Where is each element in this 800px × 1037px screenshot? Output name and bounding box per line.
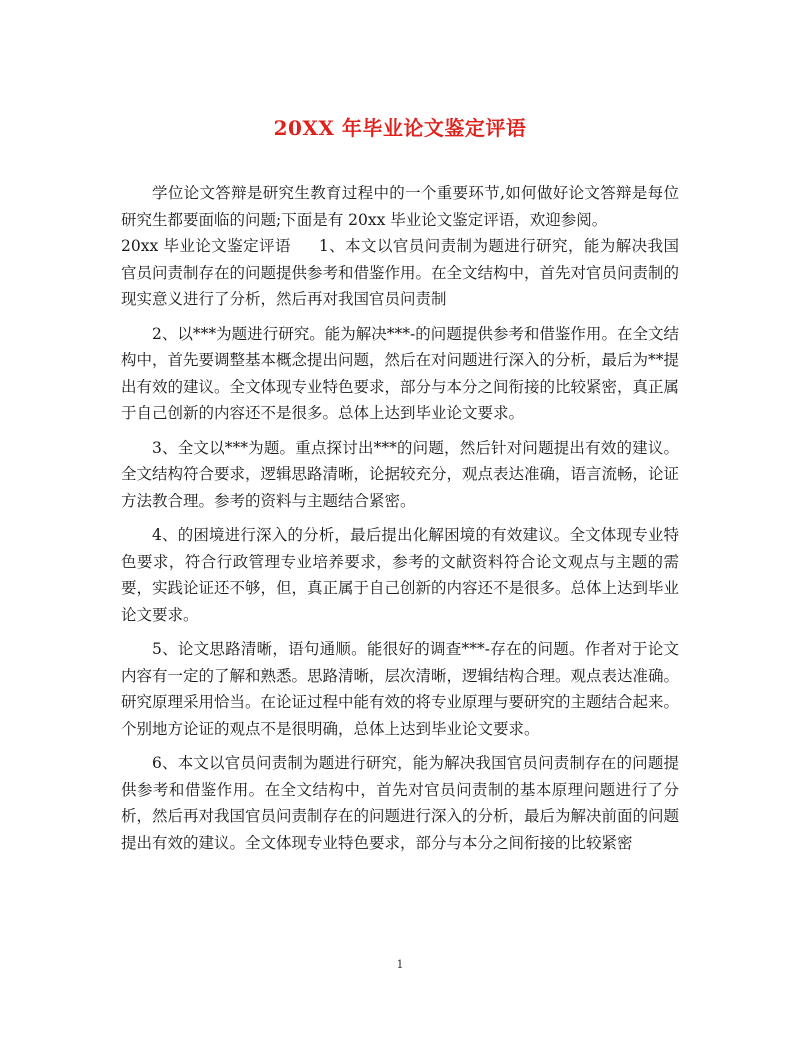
document-title: 20XX 年毕业论文鉴定评语 bbox=[273, 116, 527, 140]
comment-5: 5、论文思路清晰，语句通顺。能很好的调查***-存在的问题。作者对于论文内容有一定的了解和熟悉。思路清晰，层次清晰，逻辑结构合理。观点表达准确。研究原理采用恰当。在论证过程中能有效的将专业原理与要研究的主题结合起来。个别地方论证的观点不是很明确，总体上达到毕业论文要求。 bbox=[121, 640, 680, 738]
heading-paragraph bbox=[121, 233, 679, 313]
comment-2: 2、以***为题进行研究。能为解决***-的问题提供参考和借鉴作用。在全文结构中，首先要调整基本概念提出问题，然后在对问题进行深入的分析，最后为**提出有效的建议。全文体现专业特色要求，部分与本分之间衔接的比较紧密，真正属于自己创新的内容还不是很多。总体上达到毕业论文要求。 bbox=[121, 324, 680, 422]
section-heading-label: 20xx 毕业论文鉴定评语 bbox=[121, 237, 291, 255]
comment-6: 6、本文以官员问责制为题进行研究，能为解决我国官员问责制存在的问题提供参考和借鉴作用。在全文结构中，首先对官员问责制的基本原理问题进行了分析，然后再对我国官员问责制存在的问题进行深入的分析，最后为解决前面的问题提出有效的建议。全文体现专业特色要求，部分与本分之间衔接的比较紧密 bbox=[121, 754, 680, 852]
page-number: 1 bbox=[396, 958, 404, 971]
document-body bbox=[121, 180, 679, 864]
comment-1: 1、本文以官员问责制为题进行研究，能为解决我国官员问责制存在的问题提供参考和借鉴作用。在全文结构中，首先对官员问责制的现实意义进行了分析，然后再对我国官员问责制 bbox=[121, 237, 680, 308]
comment-3: 3、全文以***为题。重点探讨出***的问题，然后针对问题提出有效的建议。全文结构符合要求，逻辑思路清晰，论据较充分，观点表达准确，语言流畅，论证方法教合理。参考的资料与主题结合紧密。 bbox=[121, 438, 680, 510]
intro-paragraph: 学位论文答辩是研究生教育过程中的一个重要环节,如何做好论文答辩是每位研究生都要面临的问题;下面是有 20xx 毕业论文鉴定评语，欢迎参阅。 bbox=[121, 184, 679, 229]
comment-4: 4、的困境进行深入的分析，最后提出化解困境的有效建议。全文体现专业特色要求，符合行政管理专业培养要求，参考的文献资料符合论文观点与主题的需要，实践论证还不够，但，真正属于自己创新的内容还不是很多。总体上达到毕业论文要求。 bbox=[121, 526, 680, 624]
